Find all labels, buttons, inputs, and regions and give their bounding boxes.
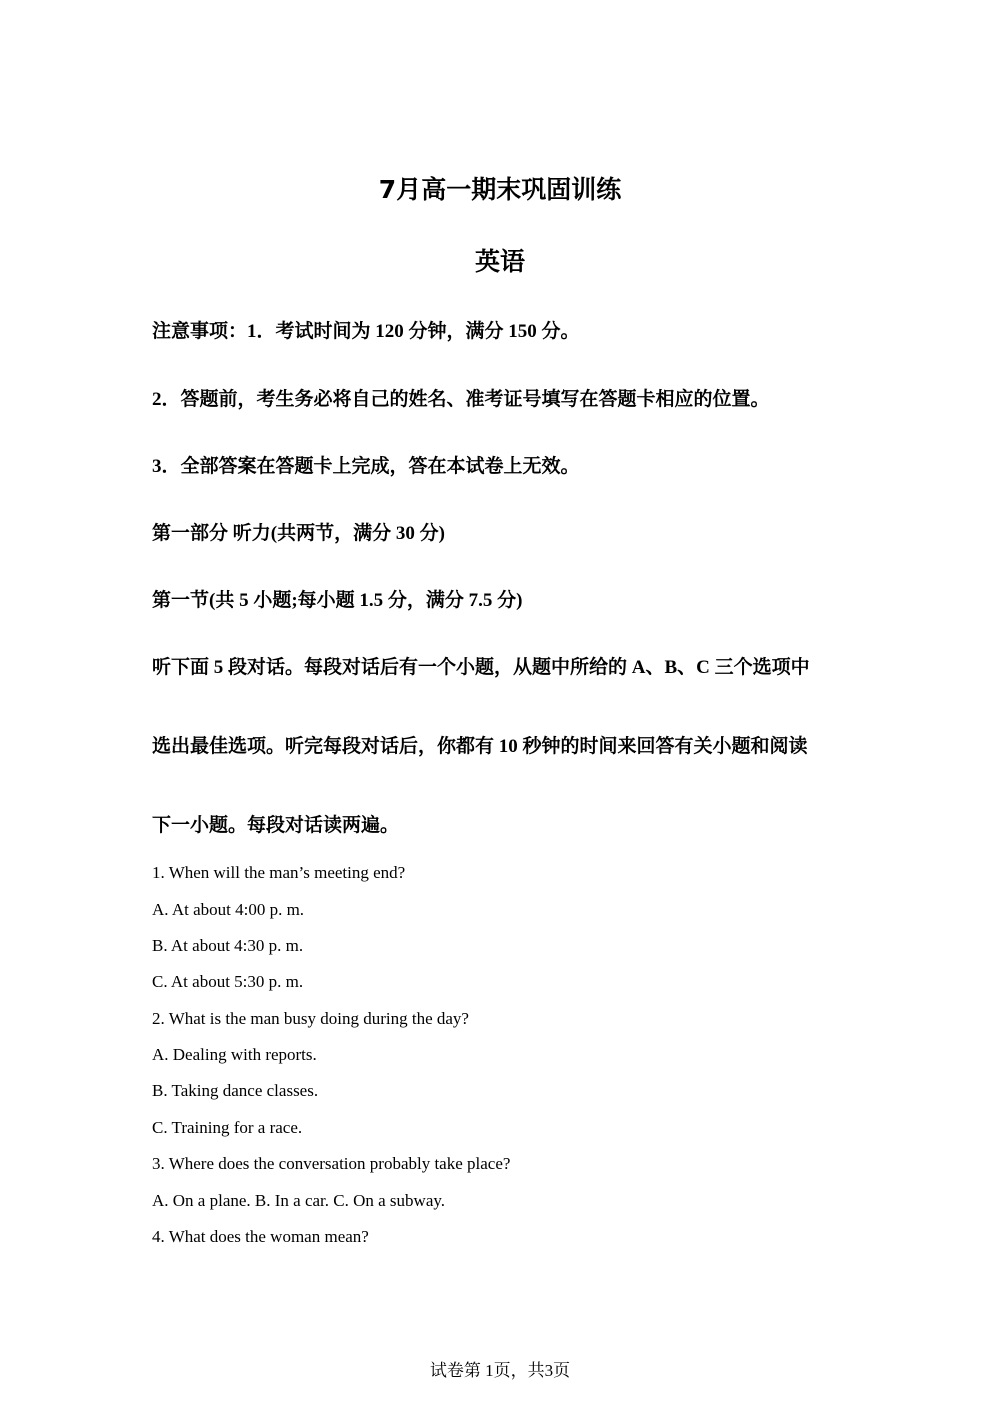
question-1-option-b: B. At about 4:30 p. m. [152, 936, 304, 955]
question-4: 4. What does the woman mean? [152, 1227, 369, 1246]
question-1-option-a: A. At about 4:00 p. m. [152, 900, 305, 919]
notes-line-2: 2．答题前，考生务必将自己的姓名、准考证号填写在答题卡相应的位置。 [152, 389, 770, 410]
page-footer: 试卷第 1页，共3页 [429, 1361, 571, 1380]
exam-title: 7月高一期末巩固训练 [378, 175, 622, 204]
question-1: 1. When will the man’s meeting end? [152, 863, 406, 882]
instructions-line-3: 下一小题。每段对话读两遍。 [152, 815, 400, 836]
question-3-options: A. On a plane. B. In a car. C. On a subway. [152, 1191, 446, 1210]
instructions-line-2: 选出最佳选项。听完每段对话后，你都有 10 秒钟的时间来回答有关小题和阅读 [152, 736, 808, 757]
question-2-option-b: B. Taking dance classes. [152, 1081, 319, 1100]
question-2-option-c: C. Training for a race. [152, 1118, 303, 1137]
question-3: 3. Where does the conversation probably take place? [152, 1154, 511, 1173]
part-heading: 第一部分 听力(共两节，满分 30 分) [152, 523, 445, 544]
subject-title: 英语 [474, 247, 525, 276]
question-2-option-a: A. Dealing with reports. [152, 1045, 317, 1064]
notes-line-1: 注意事项：1．考试时间为 120 分钟，满分 150 分。 [152, 321, 580, 342]
question-2: 2. What is the man busy doing during the day? [152, 1009, 469, 1028]
question-1-option-c: C. At about 5:30 p. m. [152, 972, 304, 991]
notes-line-3: 3．全部答案在答题卡上完成，答在本试卷上无效。 [152, 456, 580, 477]
section-heading: 第一节(共 5 小题;每小题 1.5 分，满分 7.5 分) [152, 590, 523, 611]
instructions-line-1: 听下面 5 段对话。每段对话后有一个小题，从题中所给的 A、B、C 三个选项中 [152, 657, 810, 678]
